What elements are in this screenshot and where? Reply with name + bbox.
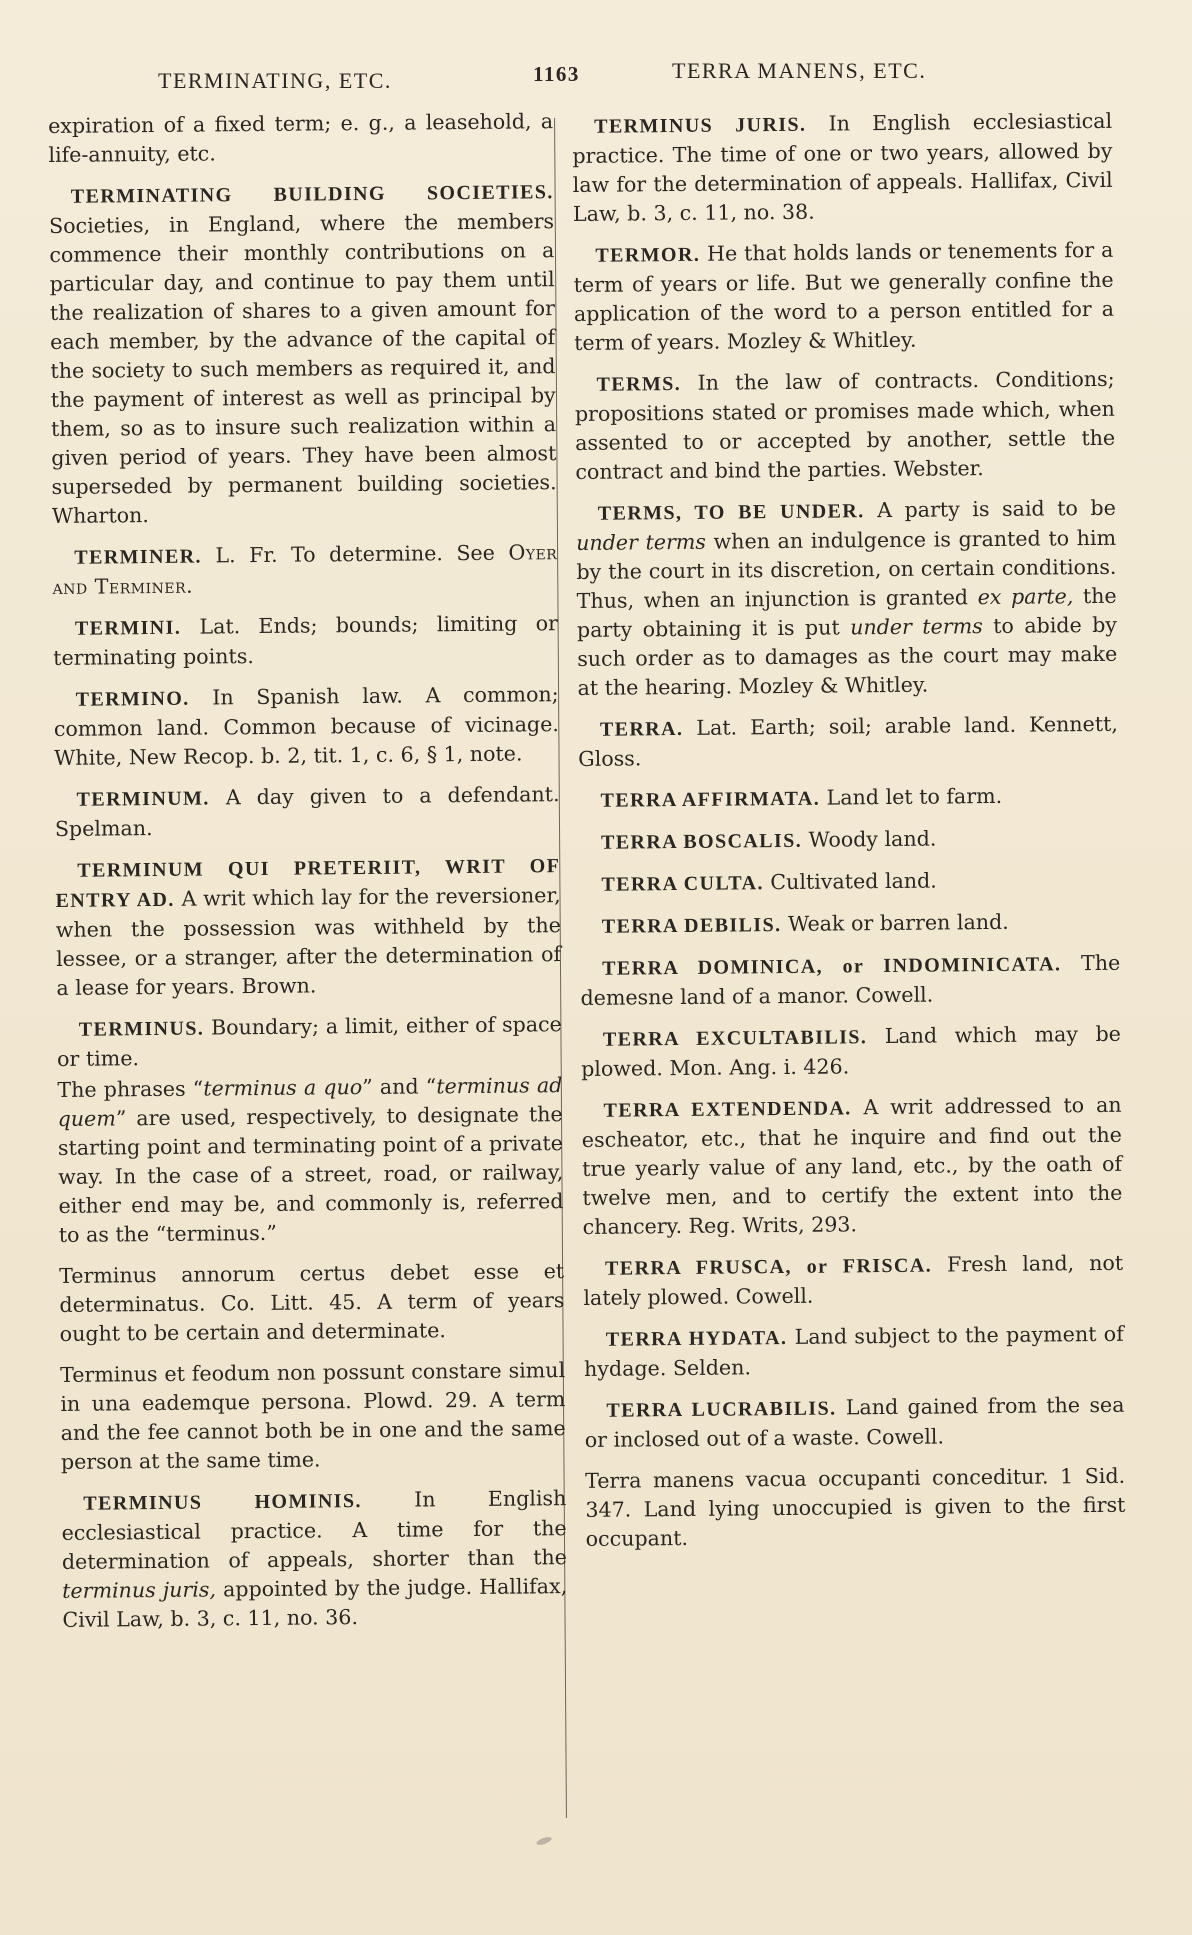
entry-terra-debilis	[580, 907, 1120, 942]
headword: TERMINO.	[75, 687, 190, 711]
headword: TERMINI.	[74, 616, 182, 640]
entry-terminus-hominis: TERMINUS HOMINIS. In English ecclesiastical practice. A time for the determination of appeals, shorter than the terminus juris, appointed by the judge. Hallifax, Civil Law, b. 3, c. 11, no. 36.	[61, 1486, 568, 1632]
headword: TERMS.	[596, 372, 682, 396]
entry-terra-hydata	[584, 1320, 1125, 1384]
entry-termino	[54, 680, 560, 773]
definition: He that holds lands or tenements for a term of years or life. But we generally confine the application of the word to a person entitled for a term of years. Mozley & Whitley.	[573, 237, 1115, 355]
definition: Weak or barren land.	[787, 909, 1009, 936]
entry-terra-culta	[579, 865, 1119, 900]
definition: Woody land.	[808, 826, 937, 852]
entry-terminating-building-societies	[49, 177, 557, 531]
definition: Land let to farm.	[826, 783, 1003, 810]
definition: Fresh land, not lately plowed. Cowell.	[583, 1250, 1124, 1310]
entry-terra-extendenda	[581, 1091, 1122, 1242]
definition: In Spanish law. A common; common land. Common because of vicinage. White, New Recop. b. 2, tit. 1, c. 6, § 1, note.	[53, 682, 560, 770]
headword: TERRA.	[599, 717, 684, 741]
entry-terminum	[54, 780, 560, 844]
headword: TERMINUS JURIS.	[594, 113, 807, 138]
headword: TERMS, TO BE UNDER.	[597, 500, 865, 525]
definition: In the law of contracts. Conditions; propositions stated or promises made which, when assented to or accepted by another, settle the contract and bind the parties. Webster.	[574, 366, 1116, 484]
headword: TERMINUS.	[78, 1017, 205, 1041]
definition: Cultivated land.	[770, 868, 937, 895]
page-number: 1163	[533, 62, 580, 86]
headword: TERRA CULTA.	[601, 872, 764, 896]
entry-terra-lucrabilis	[584, 1391, 1125, 1455]
definition: A day given to a defendant. Spelman.	[54, 782, 560, 841]
definition: A writ addressed to an escheator, etc., that he inquire and find out the true yearly value of any land, etc., by the oath of twelve men, and to certify the extent into the chancery. Reg. Writs, 293.	[581, 1092, 1123, 1239]
maxim-terminus-annorum: Terminus annorum certus debet esse et determinatus. Co. Litt. 45. A term of years ought to be certain and determinate.	[59, 1259, 565, 1346]
headword: TERRA DEBILIS.	[601, 914, 782, 938]
entry-terra-boscalis	[579, 823, 1119, 858]
entry-terminum-qui-preteriit	[55, 851, 561, 1003]
definition: Land gained from the sea or inclosed out of a waste. Cowell.	[584, 1392, 1125, 1452]
headword: TERRA DOMINICA, or INDOMINICATA.	[602, 953, 1062, 980]
definition: Boundary; a limit, either of space or time.	[56, 1012, 562, 1071]
headword: TERMINATING BUILDING SOCIETIES.	[70, 181, 554, 208]
headword: TERMINUM QUI PRETERIIT, WRIT OF ENTRY AD.	[55, 855, 561, 912]
entry-terra-excultabilis	[581, 1020, 1122, 1084]
definition: Societies, in England, where the members commence their monthly contributions on a particular day, and continue to pay them until the realization of shares to a given amount for each member, by the advance of the capital of the society to such members as required it, and the payment of interest as well as principal by them, so as to insure such realization within a given period of years. They have been almost superseded by permanent building societies. Wharton.	[48, 209, 557, 528]
maxim-terra-manens: Terra manens vacua occupanti conceditur. 1 Sid. 347. Land lying unoccupied is given to the first occupant.	[585, 1463, 1126, 1551]
entry-terminus-paragraph: The phrases “terminus a quo” and “terminus ad quem” are used, respectively, to designate the starting point and terminating point of a private way. In the case of a street, road, or railway, either end may be, and commonly is, referred to as the “terminus.”	[57, 1073, 564, 1247]
headword: TERRA AFFIRMATA.	[600, 787, 821, 812]
headword: TERRA LUCRABILIS.	[606, 1397, 837, 1422]
entry-terminer	[52, 538, 558, 602]
ink-smudge	[535, 1835, 552, 1846]
definition: The demesne land of a manor. Cowell.	[580, 950, 1121, 1010]
entry-terra-dominica	[580, 949, 1121, 1013]
headword: TERRA BOSCALIS.	[600, 829, 803, 854]
entry-terminus-juris	[572, 107, 1113, 229]
headword: TERRA EXTENDENDA.	[603, 1097, 852, 1122]
definition: L. Fr. To determine. See	[215, 540, 495, 568]
entry-terminus	[57, 1010, 563, 1074]
running-head-right: TERRA MANENS, ETC.	[672, 58, 927, 83]
headword: TERMINUM.	[76, 787, 210, 811]
entry-terms-to-be-under: TERMS, TO BE UNDER. A party is said to be under terms when an indulgence is granted to him by the court in its discretion, on certain conditions. Thus, when an injunction is granted ex parte, the party obtaining it is put under terms to abide by such order as to damages as the court may make at the hearing. Mozley & Whitley.	[576, 495, 1118, 700]
definition: Lat. Earth; soil; arable land. Kennett, Gloss.	[578, 711, 1119, 771]
maxim-terminus-et-feodum: Terminus et feodum non possunt constare simul in una eademque persona. Plowd. 29. A term and the fee cannot both be in one and the same person at the same time.	[60, 1358, 566, 1474]
entry-termor	[573, 236, 1114, 358]
headword: TERMINUS HOMINIS.	[83, 1490, 362, 1515]
headword: TERRA HYDATA.	[605, 1326, 788, 1351]
definition: Land which may be plowed. Mon. Ang. i. 426.	[581, 1021, 1121, 1081]
entry-termini	[53, 609, 559, 673]
definition: In English ecclesiastical practice. The time of one or two years, allowed by law for the determination of appeals. Hallifax, Civil Law, b. 3, c. 11, no. 38.	[572, 108, 1113, 226]
continued-text: expiration of a fixed term; e. g., a leasehold, a life-annuity, etc.	[48, 109, 554, 167]
left-column	[48, 107, 568, 1647]
definition: Lat. Ends; bounds; limiting or terminating points.	[53, 611, 559, 670]
definition: Land subject to the payment of hydage. Selden.	[583, 1321, 1124, 1381]
cross-reference: Oyer and Terminer.	[52, 540, 558, 599]
headword: TERMINER.	[74, 545, 203, 569]
headword: TERMOR.	[595, 243, 701, 267]
running-head-left: TERMINATING, ETC.	[158, 68, 392, 93]
entry-terra-frusca	[583, 1249, 1124, 1313]
entry-terms	[574, 365, 1115, 487]
running-head	[0, 58, 1192, 98]
headword: TERRA EXCULTABILIS.	[602, 1026, 868, 1051]
entry-terra-affirmata	[578, 781, 1118, 816]
headword: TERRA FRUSCA, or FRISCA.	[604, 1254, 933, 1280]
definition: A writ which lay for the reversioner, when the possession was withheld by the lessee, or a stranger, after the determination of a lease for years. Brown.	[55, 883, 562, 1000]
entry-terra	[578, 710, 1119, 774]
right-column	[572, 107, 1126, 1566]
